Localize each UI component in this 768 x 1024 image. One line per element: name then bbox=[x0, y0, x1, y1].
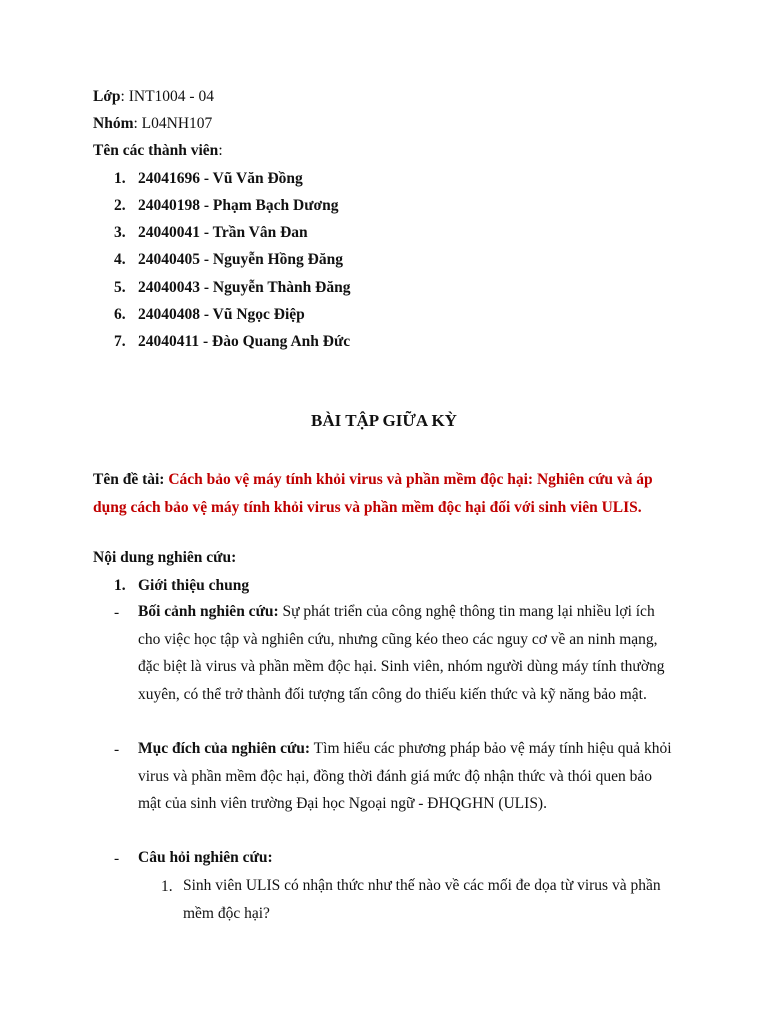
member-item: 24040041 - Trần Vân Đan bbox=[138, 224, 308, 241]
section-number: 1. bbox=[114, 577, 126, 594]
bullet-purpose bbox=[138, 735, 678, 818]
member-number: 2. bbox=[114, 197, 126, 214]
bullet-text: Tìm hiểu các phương pháp bảo vệ máy tính hiệu quả khỏi virus và phần mềm độc hại, đồng thời đánh giá mức độ nhận thức và thói quen bảo mật của sinh viên trường Đại học Ngoại ngữ - ĐHQGHN (ULIS). bbox=[138, 740, 672, 812]
topic-text: Cách bảo vệ máy tính khỏi virus và phần mềm độc hại: Nghiên cứu và áp dụng cách bảo vệ máy tính khỏi virus và phần mềm độc hại đối với sinh viên ULIS. bbox=[93, 471, 653, 516]
member-number: 5. bbox=[114, 279, 126, 296]
member-number: 6. bbox=[114, 306, 126, 323]
bullet-context bbox=[138, 598, 678, 708]
bullet-dash: - bbox=[114, 604, 120, 621]
topic-block bbox=[93, 466, 673, 521]
member-number: 1. bbox=[114, 170, 126, 187]
member-number: 7. bbox=[114, 333, 126, 350]
member-item: 24040408 - Vũ Ngọc Điệp bbox=[138, 306, 305, 323]
members-colon: : bbox=[218, 142, 223, 159]
member-item: 24040405 - Nguyễn Hồng Đăng bbox=[138, 251, 343, 268]
bullet-label: Bối cảnh nghiên cứu: bbox=[138, 603, 279, 620]
question-number: 1. bbox=[161, 878, 173, 895]
group-label: Nhóm bbox=[93, 115, 134, 132]
bullet-label: Câu hỏi nghiên cứu: bbox=[138, 849, 273, 866]
member-number: 4. bbox=[114, 251, 126, 268]
member-item: 24040411 - Đào Quang Anh Đức bbox=[138, 333, 351, 350]
topic-label: Tên đề tài: bbox=[93, 471, 165, 488]
member-number: 3. bbox=[114, 224, 126, 241]
group-line bbox=[93, 115, 212, 133]
member-item: 24040043 - Nguyễn Thành Đăng bbox=[138, 279, 351, 296]
bullet-questions bbox=[138, 844, 678, 872]
member-item: 24041696 - Vũ Văn Đồng bbox=[138, 170, 303, 187]
question-item: Sinh viên ULIS có nhận thức như thế nào về các mối đe dọa từ virus và phần mềm độc hại? bbox=[183, 877, 661, 922]
section-title: Giới thiệu chung bbox=[138, 577, 250, 594]
members-label: Tên các thành viên bbox=[93, 142, 219, 159]
bullet-dash: - bbox=[114, 850, 120, 867]
bullet-text: Sự phát triển của công nghệ thông tin mang lại nhiều lợi ích cho việc học tập và nghiên cứu, nhưng cũng kéo theo các nguy cơ về an ninh mạng, đặc biệt là virus và phần mềm độc hại. Sinh viên, nhóm người dùng máy tính thường xuyên, có thể trở thành đối tượng tấn công do thiếu kiến thức và kỹ năng bảo mật. bbox=[138, 603, 665, 703]
class-label: Lớp bbox=[93, 88, 121, 105]
content-label: Nội dung nghiên cứu: bbox=[93, 549, 237, 566]
class-value: : INT1004 - 04 bbox=[120, 88, 214, 105]
bullet-label: Mục đích của nghiên cứu: bbox=[138, 740, 311, 757]
group-value: : L04NH107 bbox=[133, 115, 213, 132]
members-heading bbox=[93, 142, 223, 160]
class-line bbox=[93, 88, 214, 106]
content-heading bbox=[93, 549, 236, 567]
member-item: 24040198 - Phạm Bạch Dương bbox=[138, 197, 339, 214]
document-title: BÀI TẬP GIỮA KỲ bbox=[311, 411, 457, 430]
bullet-dash: - bbox=[114, 741, 120, 758]
